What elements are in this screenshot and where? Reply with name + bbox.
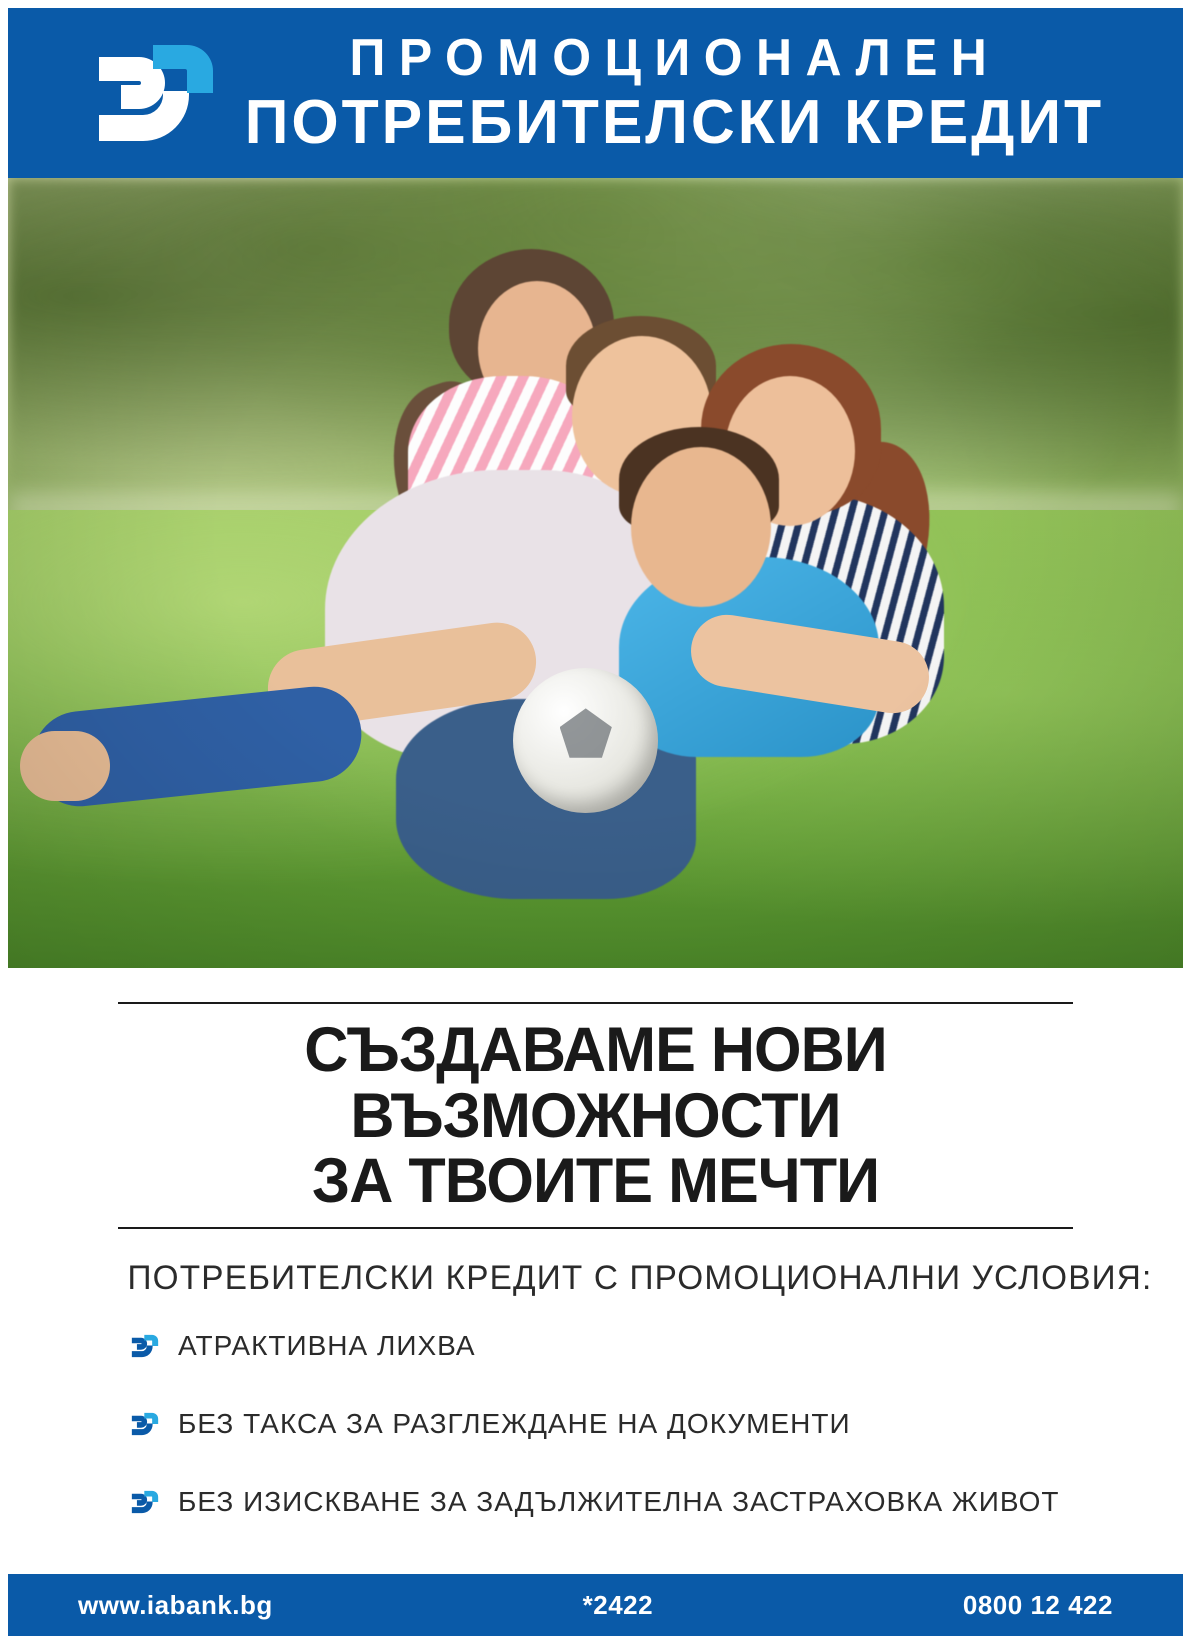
hero-photo [8, 178, 1183, 968]
headline-line1: СЪЗДАВАМЕ НОВИ ВЪЗМОЖНОСТИ [304, 1015, 887, 1151]
benefits-list [118, 1330, 1073, 1518]
benefit-label: БЕЗ ИЗИСКВАНЕ ЗА ЗАДЪЛЖИТЕЛНА ЗАСТРАХОВКА ЖИВОТ [178, 1485, 1060, 1517]
bank-logo [86, 33, 226, 153]
bullet-logo-icon [130, 1330, 160, 1362]
website-link[interactable]: www.iabank.bg [78, 1589, 273, 1620]
list-item [130, 1486, 1073, 1518]
bullet-logo-icon [130, 1486, 160, 1518]
subheadline: ПОТРЕБИТЕЛСКИ КРЕДИТ С ПРОМОЦИОНАЛНИ УСЛОВИЯ: [127, 1258, 1153, 1297]
bullet-logo-icon [130, 1408, 160, 1440]
poster-footer [8, 1574, 1183, 1636]
poster-content [8, 968, 1183, 1574]
poster-title-line1: ПРОМОЦИОНАЛЕН [349, 29, 1000, 88]
benefit-label: БЕЗ ТАКСА ЗА РАЗГЛЕЖДАНЕ НА ДОКУМЕНТИ [178, 1407, 851, 1439]
list-item [130, 1408, 1073, 1440]
list-item [130, 1330, 1073, 1362]
iabank-logo-icon [91, 37, 221, 149]
short-number[interactable]: *2422 [582, 1589, 654, 1620]
header-title-group [236, 31, 1183, 155]
benefit-label: АТРАКТИВНА ЛИХВА [178, 1329, 476, 1361]
headline-line2: ЗА ТВОИТЕ МЕЧТИ [311, 1146, 880, 1217]
poster-title-line2: ПОТРЕБИТЕЛСКИ КРЕДИТ [244, 87, 1105, 157]
hero-vignette [8, 178, 1183, 968]
page-headline [132, 1004, 1058, 1227]
poster-header [8, 8, 1183, 178]
phone-number[interactable]: 0800 12 422 [962, 1589, 1113, 1620]
